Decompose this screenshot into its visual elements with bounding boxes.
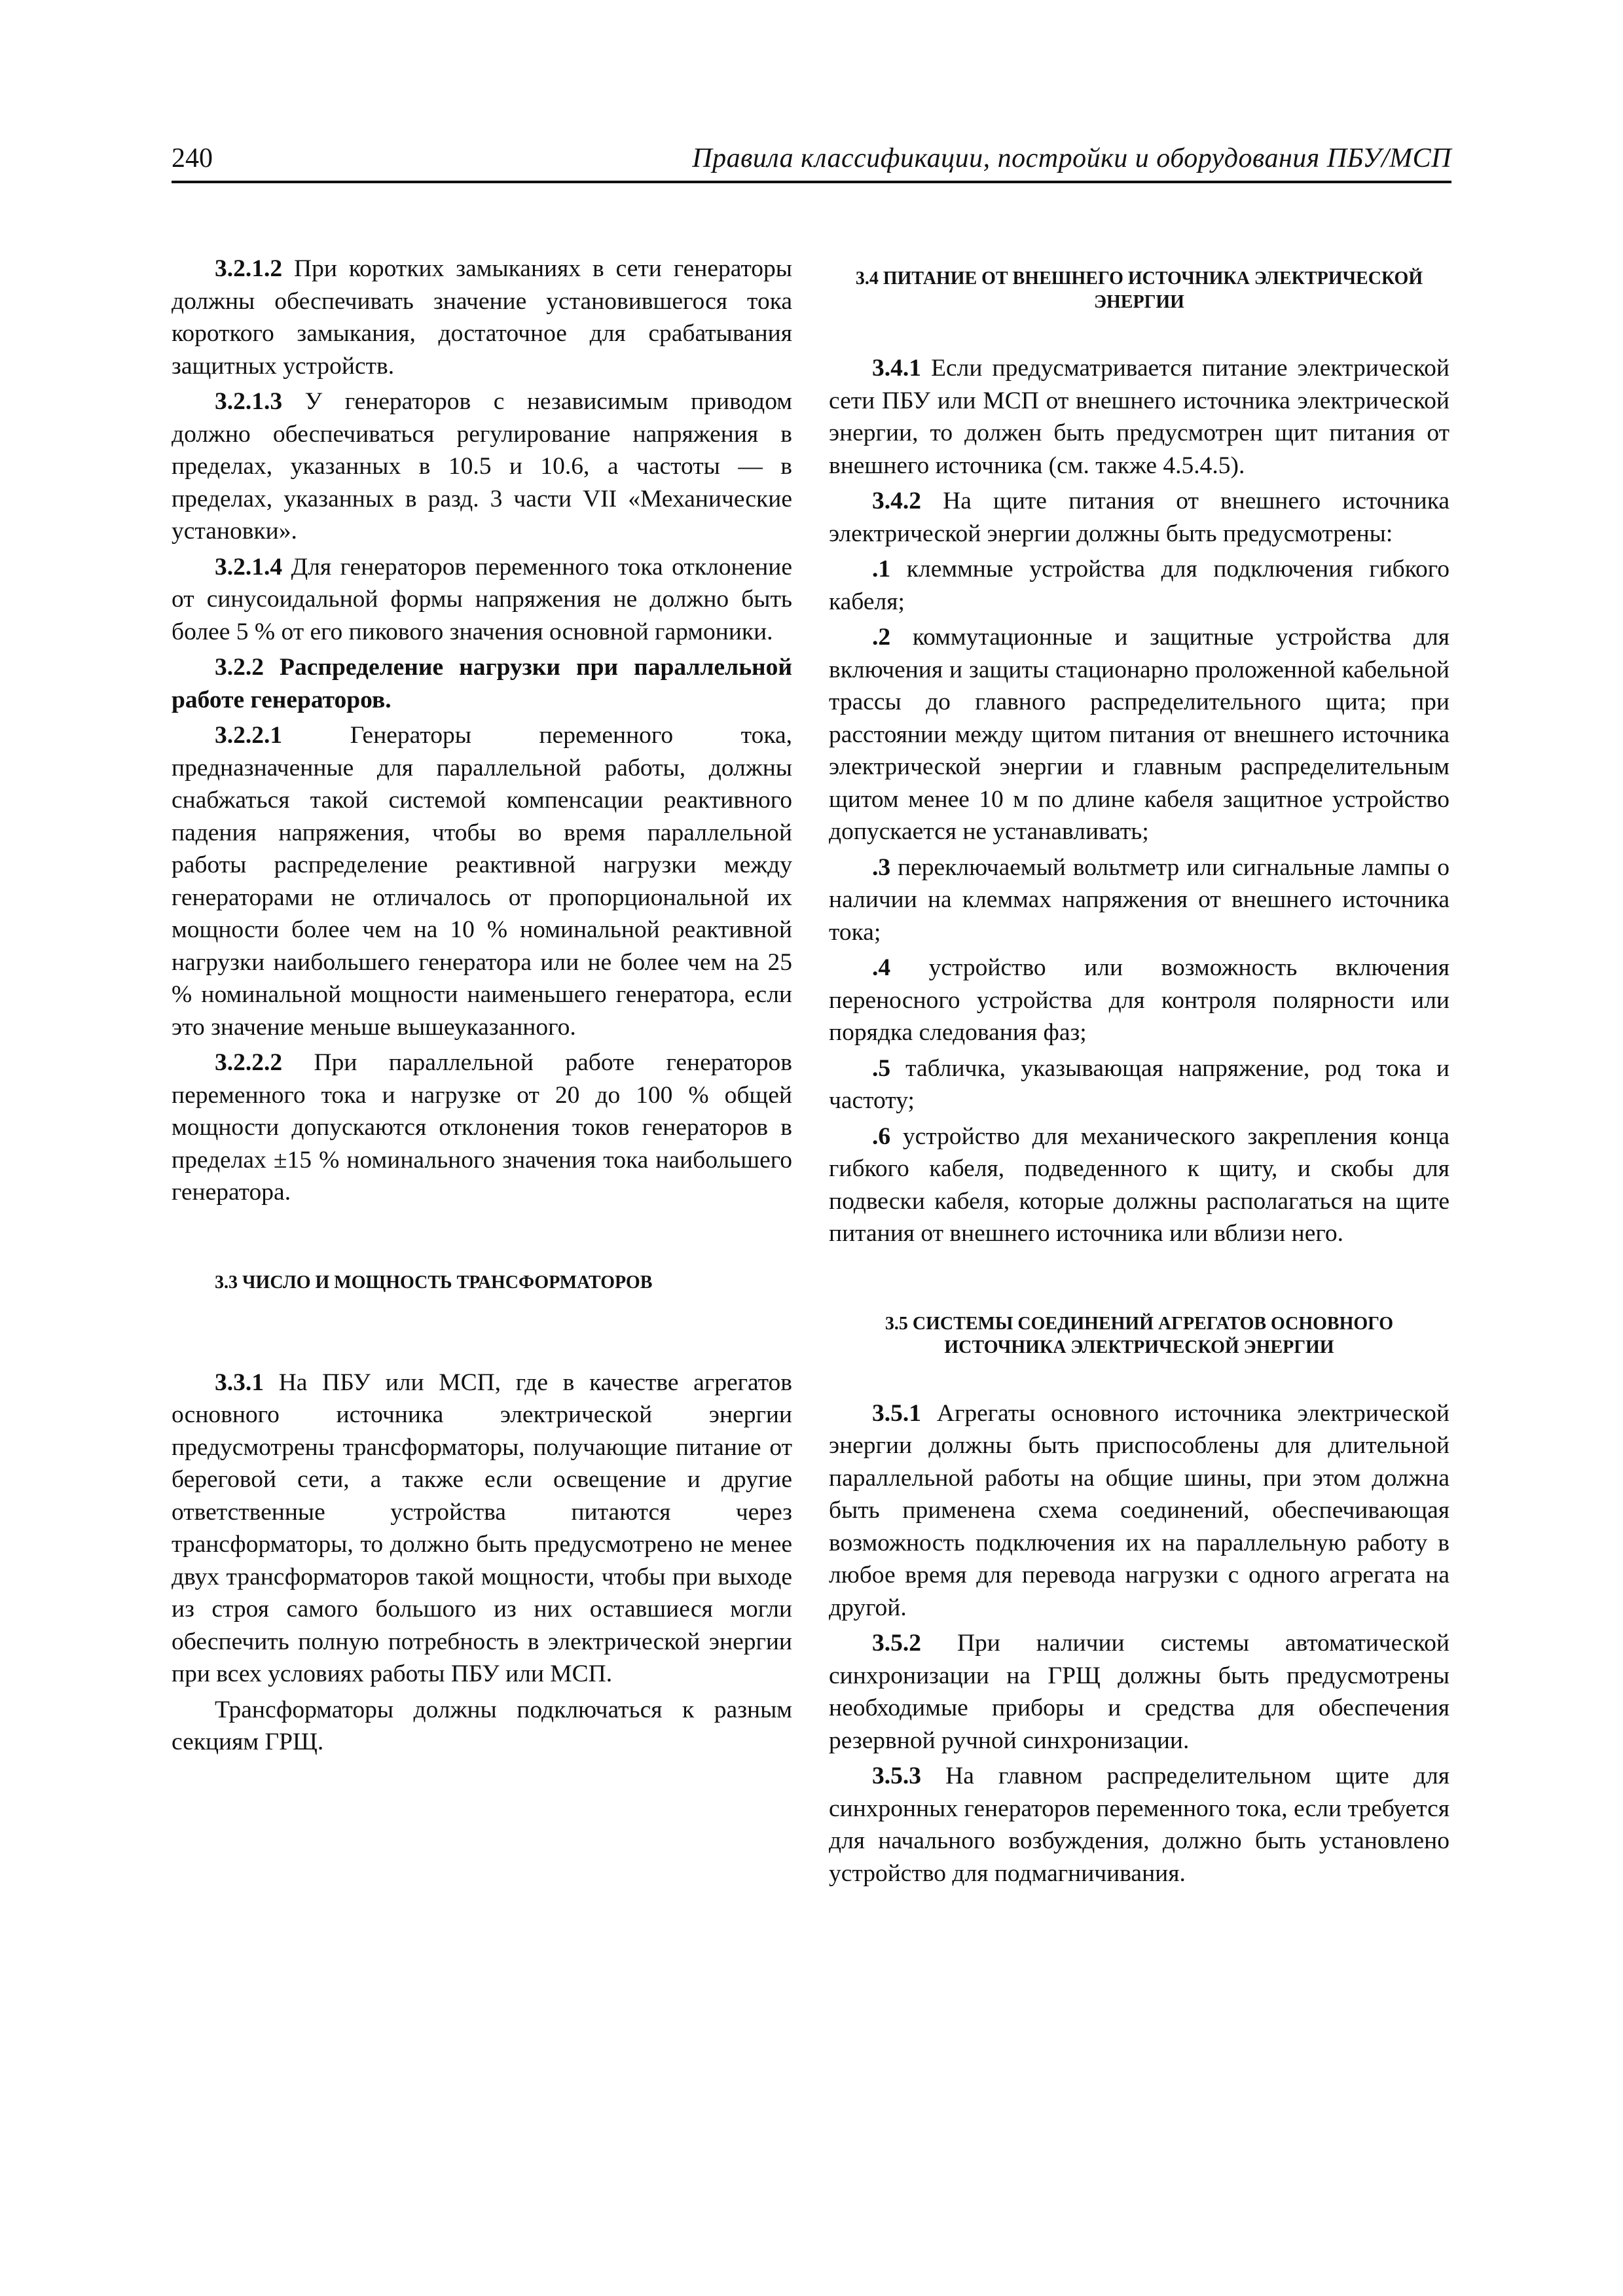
spacer: [172, 1212, 792, 1271]
clause-number: 3.3.1: [215, 1369, 264, 1396]
list-item-5: [829, 1052, 1450, 1117]
spacer: [829, 1253, 1450, 1312]
page-number: 240: [172, 143, 213, 173]
spacer: [172, 1295, 792, 1367]
paragraph-3-2-1-4: [172, 551, 792, 649]
clause-number: 3.4.1: [872, 355, 921, 382]
page-header: [172, 140, 1451, 183]
item-number: .3: [872, 853, 891, 881]
clause-number: 3.2.2.1: [215, 722, 283, 749]
spacer: [829, 314, 1450, 352]
paragraph-transformers: Трансформаторы должны подключаться к разным секциям ГРЩ.: [172, 1696, 792, 1755]
clause-text: Генераторы переменного тока, предназначенные для параллельной работы, должны снабжаться такой системой компенсации реактивного падения напряжения, чтобы во время параллельной работы распределение реактивной нагрузки между генераторами не отличалось от пропорциональной их мощности более чем на 10 % номинальной реактивной нагрузки наибольшего генератора или не более чем на 25 % номинальной мощности наименьшего генератора, если это значение меньше вышеуказанного.: [172, 722, 792, 1041]
paragraph-3-3-1: [172, 1367, 792, 1691]
left-column: [172, 253, 792, 1762]
list-item-6: [829, 1121, 1450, 1250]
clause-text: При наличии системы автоматической синхронизации на ГРЩ должны быть предусмотрены необходимые приборы и средства для обеспечения резервной ручной синхронизации.: [829, 1630, 1450, 1754]
clause-text: На щите питания от внешнего источника электрической энергии должны быть предусмотрены:: [829, 488, 1450, 547]
item-number: .6: [872, 1122, 891, 1150]
section-heading-3-3: 3.3 ЧИСЛО И МОЩНОСТЬ ТРАНСФОРМАТОРОВ: [215, 1272, 653, 1293]
paragraph-3-5-2: [829, 1627, 1450, 1757]
paragraph-3-2-2-2: [172, 1047, 792, 1209]
list-item-1: [829, 553, 1450, 618]
paragraph-3-2-1-3: [172, 386, 792, 548]
paragraph-3-2-2-1: [172, 719, 792, 1043]
item-number: .1: [872, 556, 891, 583]
subheading-3-2-2: 3.2.2 Распределение нагрузки при параллельной работе генераторов.: [172, 654, 792, 713]
list-item-4: [829, 952, 1450, 1049]
section-heading-3-5: 3.5 СИСТЕМЫ СОЕДИНЕНИЙ АГРЕГАТОВ ОСНОВНОГО ИСТОЧНИКА ЭЛЕКТРИЧЕСКОЙ ЭНЕРГИИ: [884, 1313, 1394, 1357]
item-number: .2: [872, 624, 891, 651]
paragraph-3-4-1: [829, 352, 1450, 482]
clause-number: 3.5.3: [872, 1763, 921, 1789]
clause-text: Для генераторов переменного тока отклонение от синусоидальной формы напряжения не должно быть более 5 % от его пикового значения основной гармоники.: [172, 553, 792, 645]
paragraph-3-2-1-2: [172, 253, 792, 382]
item-text: устройство для механического закрепления конца гибкого кабеля, подведенного к щиту, и скобы для подвески кабеля, которые должны располагаться на щите питания от внешнего источника или вблизи него.: [829, 1122, 1450, 1247]
clause-text: При коротких замыканиях в сети генераторы должны обеспечивать значение установившегося тока короткого замыкания, достаточное для срабатывания защитных устройств.: [172, 255, 792, 380]
item-text: коммутационные и защитные устройства для включения и защиты стационарно проложенной кабельной трассы до главного распределительного щита; при расстоянии между щитом питания от внешнего источника электрической энергии и главным распределительным щитом менее 10 м по длине кабеля защитное устройство допускается не устанавливать;: [829, 624, 1450, 845]
right-column: [829, 253, 1450, 1893]
clause-number: 3.4.2: [872, 488, 921, 514]
clause-number: 3.2.1.2: [215, 255, 283, 282]
clause-number: 3.2.1.4: [215, 553, 283, 581]
paragraph-3-5-3: [829, 1760, 1450, 1890]
item-text: устройство или возможность включения переносного устройства для контроля полярности или порядка следования фаз;: [829, 954, 1450, 1046]
clause-number: 3.2.1.3: [215, 388, 283, 415]
running-title: Правила классификации, постройки и оборудования ПБУ/МСП: [692, 143, 1451, 173]
section-heading-3-4: 3.4 ПИТАНИЕ ОТ ВНЕШНЕГО ИСТОЧНИКА ЭЛЕКТРИЧЕСКОЙ ЭНЕРГИИ: [855, 268, 1423, 312]
list-item-2: [829, 621, 1450, 848]
item-text: табличка, указывающая напряжение, род тока и частоту;: [829, 1054, 1450, 1114]
clause-text: Агрегаты основного источника электрической энергии должны быть приспособлены для длительной параллельной работы на общие шины, при этом должна быть применена схема соединений, обеспечивающая возможность подключения их на параллельную работу в любое время для перевода нагрузки с одного агрегата на другой.: [829, 1399, 1450, 1621]
clause-number: 3.5.2: [872, 1630, 921, 1657]
item-text: клеммные устройства для подключения гибкого кабеля;: [829, 556, 1450, 615]
clause-text: При параллельной работе генераторов переменного тока и нагрузке от 20 до 100 % общей мощности допускаются отклонения токов генераторов в пределах ±15 % номинального значения тока наибольшего генератора.: [172, 1049, 792, 1206]
clause-number: 3.2.2.2: [215, 1049, 283, 1076]
paragraph-3-4-2: [829, 485, 1450, 550]
list-item-3: [829, 852, 1450, 949]
clause-text: На ПБУ или МСП, где в качестве агрегатов основного источника электрической энергии предусмотрены трансформаторы, получающие питание от береговой сети, а также если освещение и другие ответственные устройства питаются через трансформаторы, то должно быть предусмотрено не менее двух трансформаторов такой мощности, чтобы при выходе из строя самого большого из них оставшиеся могли обеспечить полную потребность в электрической энергии при всех условиях работы ПБУ или МСП.: [172, 1369, 792, 1687]
clause-number: 3.5.1: [872, 1399, 921, 1427]
clause-text: У генераторов с независимым приводом должно обеспечиваться регулирование напряжения в пределах, указанных в 10.5 и 10.6, а частоты — в пределах, указанных в разд. 3 части VII «Механические установки».: [172, 388, 792, 545]
item-text: переключаемый вольтметр или сигнальные лампы о наличии на клеммах напряжения от внешнего источника тока;: [829, 853, 1450, 946]
clause-text: На главном распределительном щите для синхронных генераторов переменного тока, если требуется для начального возбуждения, должно быть установлено устройство для подмагничивания.: [829, 1763, 1450, 1887]
clause-text: Если предусматривается питание электрической сети ПБУ или МСП от внешнего источника электрической энергии, то должен быть предусмотрен щит питания от внешнего источника (см. также 4.5.4.5).: [829, 355, 1450, 479]
spacer: [829, 1359, 1450, 1397]
item-number: .4: [872, 954, 891, 981]
paragraph-3-5-1: [829, 1397, 1450, 1624]
item-number: .5: [872, 1054, 891, 1082]
